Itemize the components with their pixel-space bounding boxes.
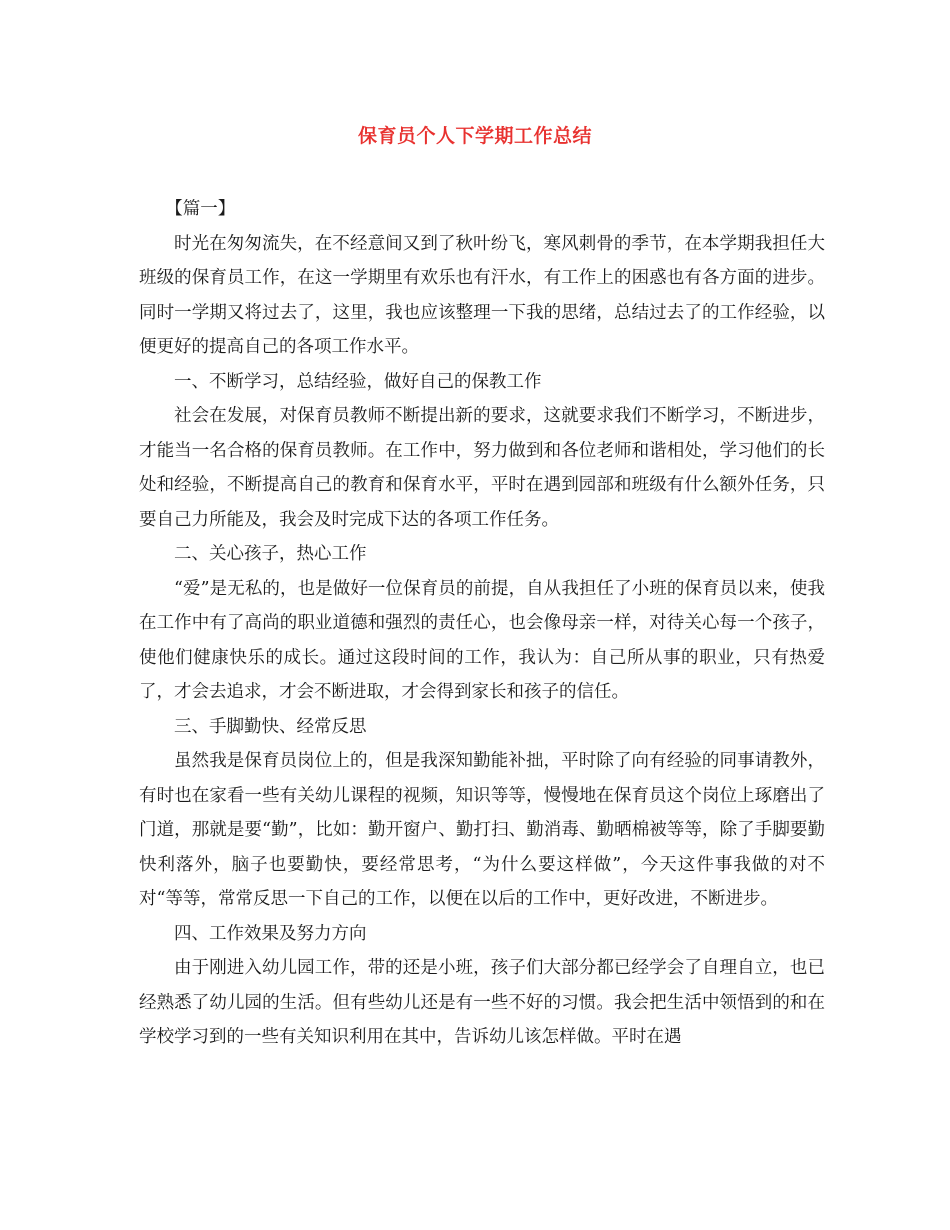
- section-heading: 二、关心孩子，热心工作: [174, 544, 367, 564]
- document-title: 保育员个人下学期工作总结: [357, 125, 592, 147]
- body-paragraph: 社会在发展，对保育员教师不断提出新的要求，这就要求我们不断学习，不断进步，才能当一名合格的保育员教师。在工作中，努力做到和各位老师和谐相处，学习他们的长处和经验，不断提高自己的教育和保育水平，平时在遇到园部和班级有什么额外任务，只要自己力所能及，我会及时完成下达的各项工作任务。: [139, 406, 825, 530]
- document-body: [139, 192, 825, 1055]
- section-heading: 一、不断学习，总结经验，做好自己的保教工作: [174, 371, 542, 392]
- body-paragraph: 由于刚进入幼儿园工作，带的还是小班，孩子们大部分都已经学会了自理自立，也已经熟悉了幼儿园的生活。但有些幼儿还是有一些不好的习惯。我会把生活中领悟到的和在学校学习到的一些有关知识利用在其中，告诉幼儿该怎样做。平时在遇: [139, 958, 825, 1047]
- section-label: 【篇一】: [165, 199, 236, 219]
- section-heading: 四、工作效果及努力方向: [174, 923, 367, 944]
- section-heading: 三、手脚勤快、经常反思: [174, 716, 367, 737]
- body-paragraph: 时光在匆匆流失，在不经意间又到了秋叶纷飞，寒风刺骨的季节，在本学期我担任大班级的保育员工作，在这一学期里有欢乐也有汗水，有工作上的困惑也有各方面的进步。同时一学期又将过去了，这里，我也应该整理一下我的思绪，总结过去了的工作经验，以便更好的提高自己的各项工作水平。: [139, 233, 825, 357]
- body-paragraph: “爱”是无私的，也是做好一位保育员的前提，自从我担任了小班的保育员以来，使我在工作中有了高尚的职业道德和强烈的责任心，也会像母亲一样，对待关心每一个孩子，使他们健康快乐的成长。通过这段时间的工作，我认为：自己所从事的职业，只有热爱了，才会去追求，才会不断进取，才会得到家长和孩子的信任。: [139, 578, 825, 702]
- body-paragraph: 虽然我是保育员岗位上的，但是我深知勤能补拙，平时除了向有经验的同事请教外，有时也在家看一些有关幼儿课程的视频，知识等等，慢慢地在保育员这个岗位上琢磨出了门道，那就是要“勤”，比如：勤开窗户、勤打扫、勤消毒、勤晒棉被等等，除了手脚要勤快利落外，脑子也要勤快，要经常思考，“为什么要这样做”，今天这件事我做的对不对“等等，常常反思一下自己的工作，以便在以后的工作中，更好改进，不断进步。: [139, 751, 825, 909]
